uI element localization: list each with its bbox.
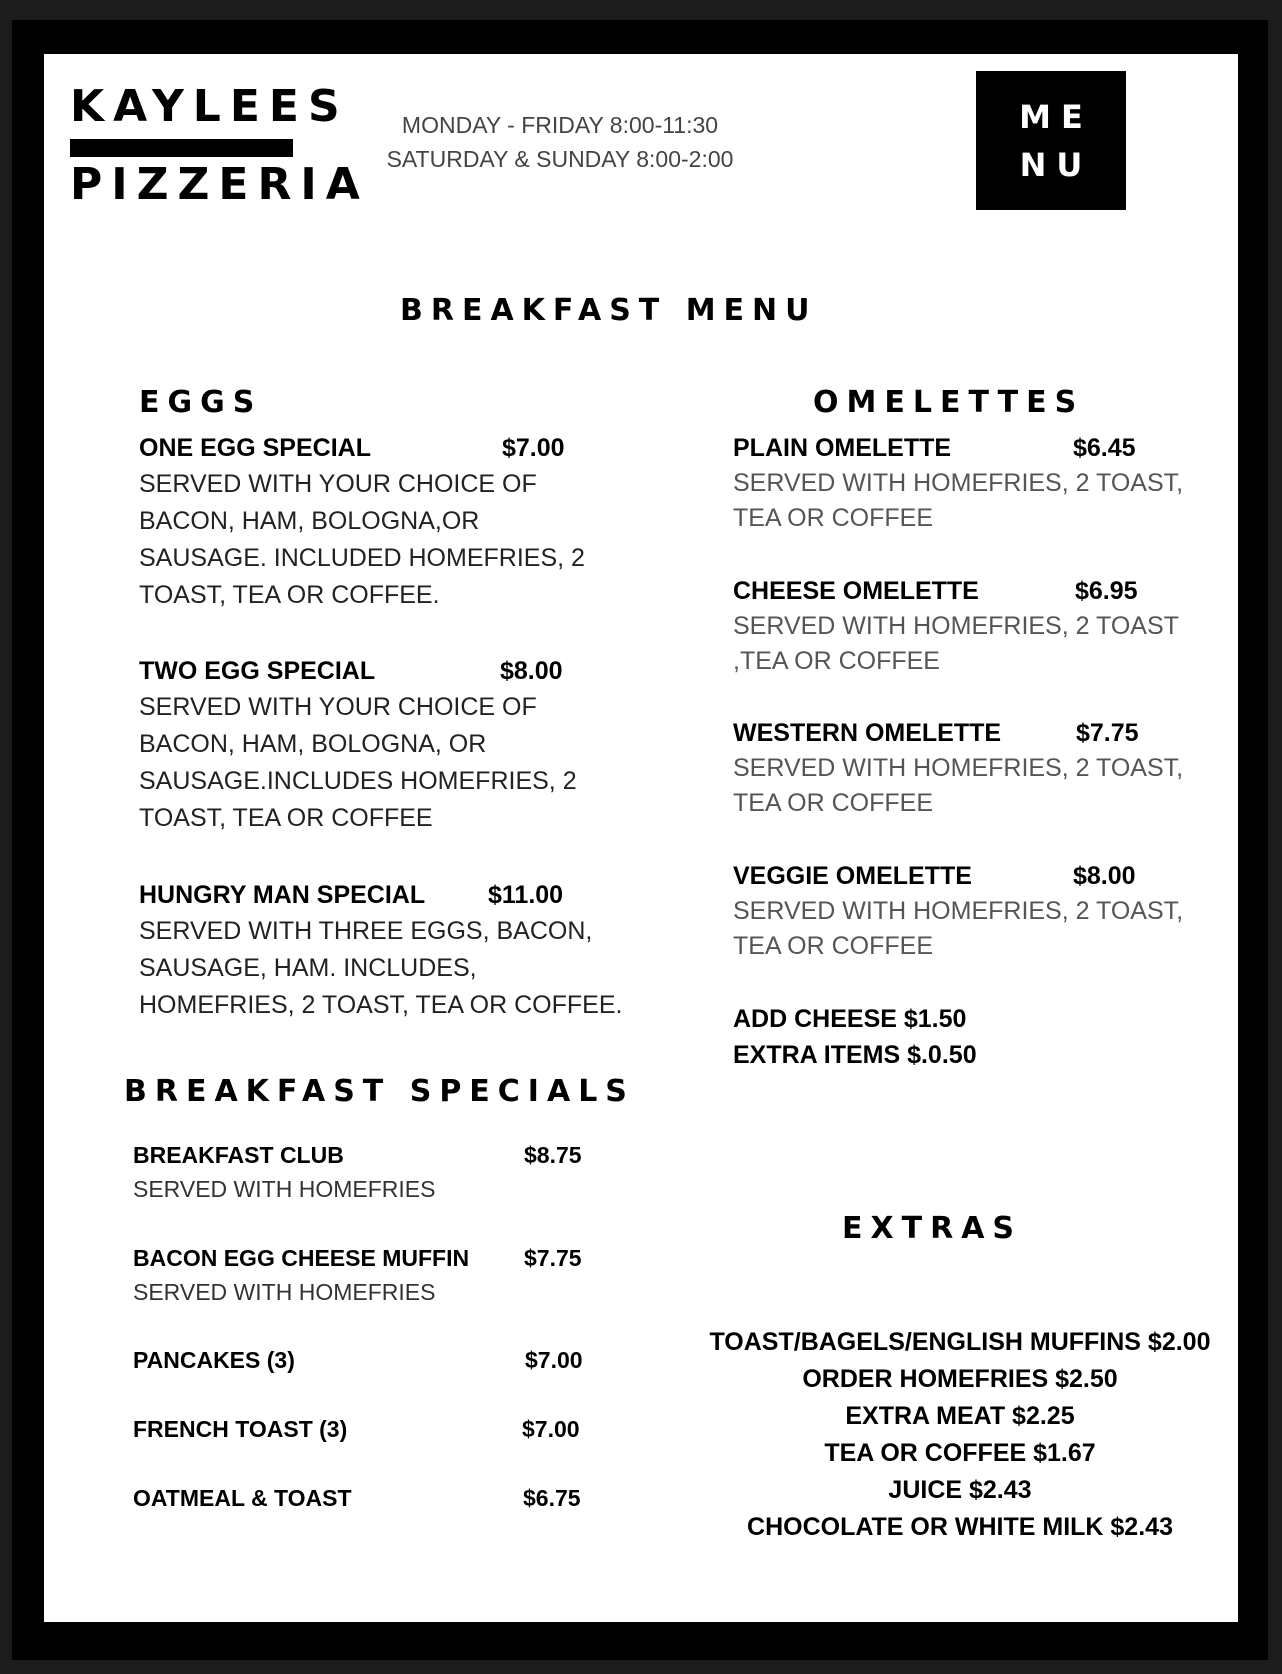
- special-price: $8.75: [524, 1142, 582, 1168]
- desc-line: SERVED WITH YOUR CHOICE OF: [139, 693, 537, 721]
- item-description: [139, 689, 577, 837]
- menu-badge-line-2: NU: [1019, 145, 1093, 184]
- addon-line: ADD CHEESE $1.50: [733, 1005, 967, 1033]
- desc-line: SERVED WITH THREE EGGS, BACON,: [139, 917, 593, 945]
- extras-item: ORDER HOMEFRIES $2.50: [802, 1365, 1118, 1393]
- desc-line: SAUSAGE, HAM. INCLUDES,: [139, 954, 477, 982]
- desc-line: TOAST, TEA OR COFFEE.: [139, 581, 440, 609]
- item-name: ONE EGG SPECIAL: [139, 434, 371, 462]
- special-name: FRENCH TOAST (3): [133, 1416, 348, 1442]
- desc-line: SERVED WITH YOUR CHOICE OF: [139, 470, 537, 498]
- menu-item: [139, 877, 622, 1024]
- item-price: $7.00: [502, 434, 565, 462]
- desc-line: BACON, HAM, BOLOGNA,OR: [139, 507, 480, 535]
- desc-line: TEA OR COFFEE: [733, 504, 934, 532]
- special-description: SERVED WITH HOMEFRIES: [133, 1279, 436, 1305]
- desc-line: SERVED WITH HOMEFRIES, 2 TOAST: [733, 612, 1179, 640]
- desc-line: SAUSAGE. INCLUDED HOMEFRIES, 2: [139, 544, 585, 572]
- menu-item: [139, 653, 577, 837]
- item-price: $8.00: [1073, 862, 1136, 890]
- specials-heading: BREAKFAST SPECIALS: [124, 1074, 635, 1109]
- menu-item: [733, 715, 1183, 821]
- desc-line: SERVED WITH HOMEFRIES, 2 TOAST,: [733, 469, 1184, 497]
- special-name: BREAKFAST CLUB: [133, 1142, 344, 1168]
- item-description: [733, 609, 1179, 679]
- menu-badge-line-1: ME: [1019, 97, 1093, 136]
- item-price: $7.75: [1076, 719, 1139, 747]
- menu-item: [733, 858, 1183, 964]
- page-title: BREAKFAST MENU: [400, 293, 818, 328]
- special-price: $7.00: [522, 1416, 580, 1442]
- hours-weekday: MONDAY - FRIDAY 8:00-11:30: [401, 112, 719, 138]
- hours-weekend: SATURDAY & SUNDAY 8:00-2:00: [386, 146, 734, 172]
- desc-line: SERVED WITH HOMEFRIES, 2 TOAST,: [733, 897, 1184, 925]
- item-name: TWO EGG SPECIAL: [139, 657, 376, 685]
- special-name: PANCAKES (3): [133, 1347, 295, 1373]
- omelette-addons: [733, 1001, 977, 1073]
- desc-line: ,TEA OR COFFEE: [733, 647, 940, 675]
- item-name: WESTERN OMELETTE: [733, 719, 1002, 747]
- item-description: [733, 751, 1183, 821]
- extras-item: CHOCOLATE OR WHITE MILK $2.43: [747, 1513, 1173, 1541]
- desc-line: SAUSAGE.INCLUDES HOMEFRIES, 2: [139, 767, 577, 795]
- desc-line: SERVED WITH HOMEFRIES, 2 TOAST,: [733, 754, 1184, 782]
- eggs-heading: EGGS: [139, 385, 263, 420]
- menu-item: [733, 573, 1179, 679]
- item-name: VEGGIE OMELETTE: [733, 862, 972, 890]
- extras-item: TEA OR COFFEE $1.67: [824, 1439, 1096, 1467]
- item-price: $6.45: [1073, 434, 1136, 462]
- item-description: [733, 894, 1183, 964]
- extras-item: EXTRA MEAT $2.25: [845, 1402, 1075, 1430]
- desc-line: HOMEFRIES, 2 TOAST, TEA OR COFFEE.: [139, 991, 623, 1019]
- brand-logo: [70, 81, 370, 210]
- menu-item: [139, 430, 585, 614]
- special-description: SERVED WITH HOMEFRIES: [133, 1176, 436, 1202]
- desc-line: TEA OR COFFEE: [733, 789, 934, 817]
- special-price: $6.75: [523, 1485, 581, 1511]
- item-price: $6.95: [1075, 577, 1138, 605]
- special-name: OATMEAL & TOAST: [133, 1485, 352, 1511]
- menu-item: [733, 430, 1183, 536]
- desc-line: TOAST, TEA OR COFFEE: [139, 804, 433, 832]
- special-price: $7.00: [525, 1347, 583, 1373]
- desc-line: TEA OR COFFEE: [733, 932, 934, 960]
- desc-line: BACON, HAM, BOLOGNA, OR: [139, 730, 487, 758]
- item-description: [733, 466, 1183, 536]
- extras-item: TOAST/BAGELS/ENGLISH MUFFINS $2.00: [709, 1328, 1211, 1356]
- item-price: $8.00: [500, 657, 563, 685]
- opening-hours: [360, 108, 760, 176]
- special-name: BACON EGG CHEESE MUFFIN: [133, 1245, 470, 1271]
- item-description: [139, 913, 622, 1024]
- brand-divider: [70, 139, 293, 157]
- extras-heading: EXTRAS: [842, 1211, 1023, 1246]
- extras-list: [680, 1324, 1240, 1546]
- item-name: HUNGRY MAN SPECIAL: [139, 881, 426, 909]
- addon-line: EXTRA ITEMS $.0.50: [733, 1041, 977, 1069]
- brand-line-2: PIZZERIA: [70, 159, 369, 210]
- item-name: PLAIN OMELETTE: [733, 434, 952, 462]
- extras-item: JUICE $2.43: [888, 1476, 1032, 1504]
- brand-line-1: KAYLEES: [70, 81, 349, 132]
- item-price: $11.00: [488, 881, 564, 909]
- item-name: CHEESE OMELETTE: [733, 577, 979, 605]
- menu-badge: [976, 71, 1126, 210]
- omelettes-heading: OMELETTES: [813, 385, 1085, 420]
- item-description: [139, 466, 585, 614]
- special-price: $7.75: [524, 1245, 582, 1271]
